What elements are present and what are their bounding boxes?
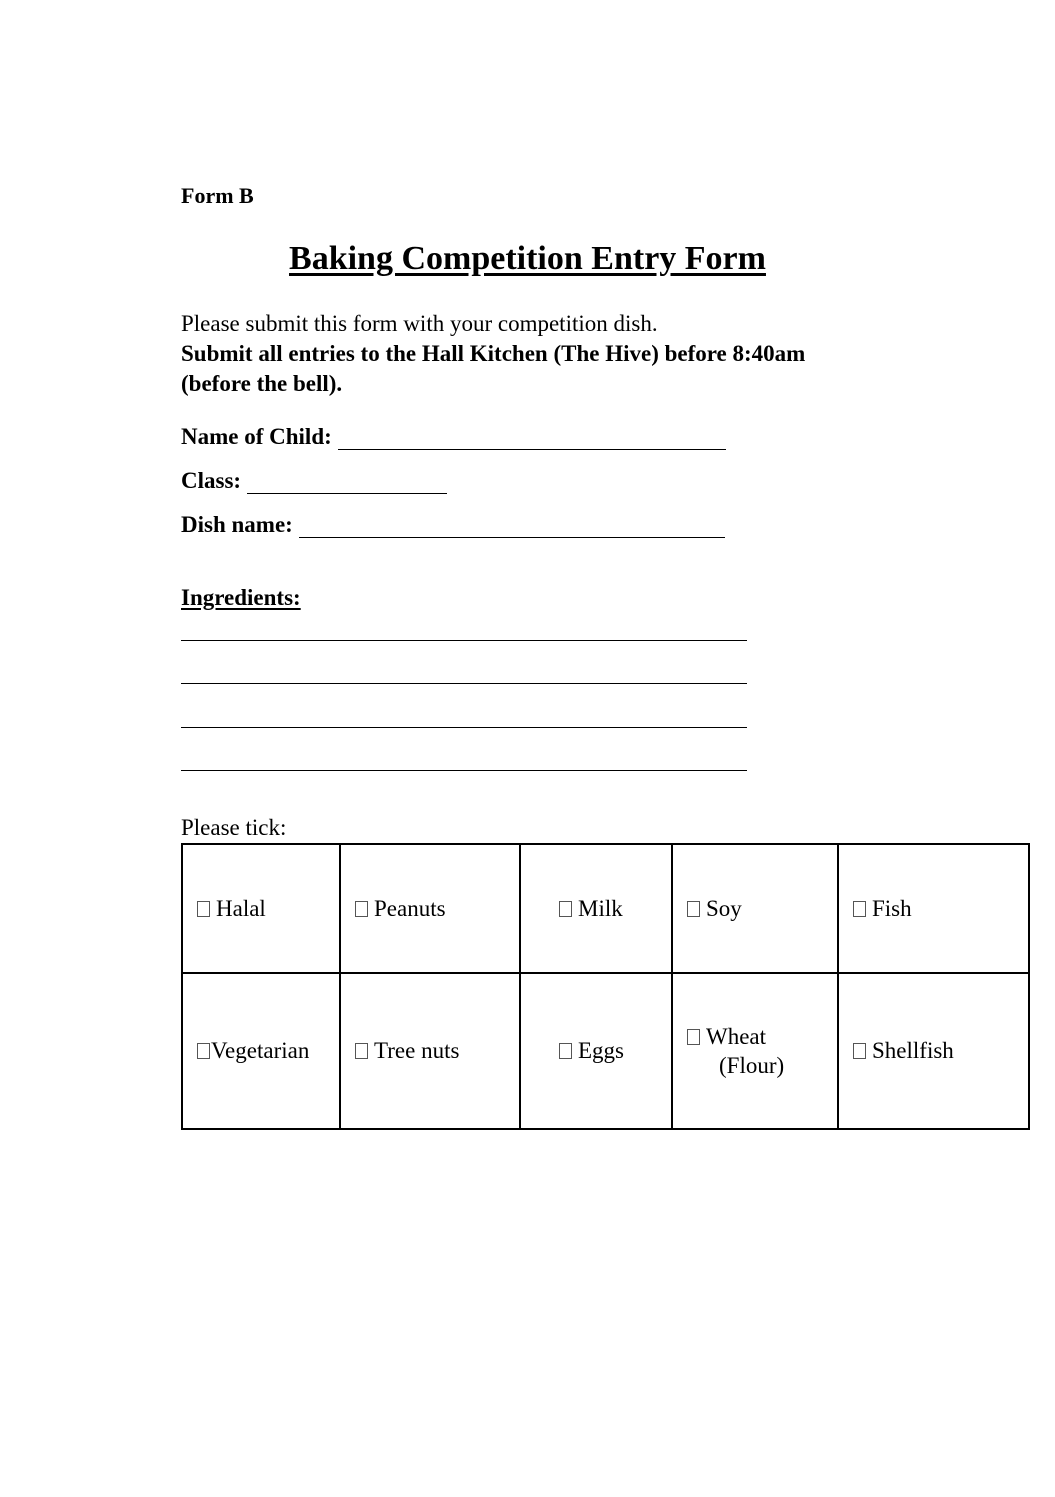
ingredients-line-1[interactable] bbox=[181, 640, 747, 641]
ingredients-line-3[interactable] bbox=[181, 727, 747, 728]
tick-instruction: Please tick: bbox=[181, 815, 287, 840]
checkbox-icon[interactable] bbox=[559, 1043, 572, 1059]
dish-name-field bbox=[181, 512, 725, 538]
option-label: Wheat bbox=[706, 1024, 767, 1049]
checkbox-icon[interactable] bbox=[559, 901, 572, 917]
option-label: Eggs bbox=[578, 1038, 624, 1063]
option-shellfish[interactable] bbox=[838, 973, 1029, 1129]
option-label: Halal bbox=[216, 895, 266, 921]
checkbox-icon[interactable] bbox=[687, 1029, 700, 1045]
option-fish[interactable] bbox=[838, 844, 1029, 973]
class-field bbox=[181, 468, 447, 494]
checkbox-icon[interactable] bbox=[355, 1043, 368, 1059]
ingredients-line-4[interactable] bbox=[181, 770, 747, 771]
dietary-tick-table bbox=[181, 843, 1030, 1130]
option-label: Vegetarian bbox=[211, 1038, 310, 1063]
option-label: Soy bbox=[706, 895, 742, 921]
intro-line-1: Please submit this form with your competition dish. bbox=[181, 311, 658, 336]
dish-name-input-line[interactable] bbox=[299, 515, 725, 538]
option-wheat[interactable] bbox=[672, 973, 838, 1129]
ingredients-heading: Ingredients: bbox=[181, 585, 301, 610]
option-soy[interactable] bbox=[672, 844, 838, 973]
option-note: (Flour) bbox=[719, 1053, 785, 1078]
checkbox-icon[interactable] bbox=[197, 1043, 210, 1059]
intro-line-3: (before the bell). bbox=[181, 371, 343, 396]
intro-line-2: Submit all entries to the Hall Kitchen (The Hive) before 8:40am bbox=[181, 341, 806, 366]
option-milk[interactable] bbox=[520, 844, 672, 973]
child-name-input-line[interactable] bbox=[338, 427, 726, 450]
option-label: Shellfish bbox=[872, 1038, 954, 1063]
child-name-label: Name of Child: bbox=[181, 424, 332, 449]
option-label: Peanuts bbox=[374, 895, 446, 921]
checkbox-icon[interactable] bbox=[853, 901, 866, 917]
class-input-line[interactable] bbox=[247, 471, 447, 494]
option-label: Tree nuts bbox=[374, 1038, 460, 1063]
ingredients-line-2[interactable] bbox=[181, 683, 747, 684]
form-label: Form B bbox=[181, 183, 254, 208]
option-vegetarian[interactable] bbox=[182, 973, 340, 1129]
checkbox-icon[interactable] bbox=[355, 901, 368, 917]
option-tree-nuts[interactable] bbox=[340, 973, 520, 1129]
dish-name-label: Dish name: bbox=[181, 512, 293, 537]
checkbox-icon[interactable] bbox=[853, 1043, 866, 1059]
option-eggs[interactable] bbox=[520, 973, 672, 1129]
class-label: Class: bbox=[181, 468, 242, 493]
option-halal[interactable] bbox=[182, 844, 340, 973]
option-label: Milk bbox=[578, 895, 623, 921]
checkbox-icon[interactable] bbox=[197, 901, 210, 917]
page-title: Baking Competition Entry Form bbox=[289, 240, 766, 277]
checkbox-icon[interactable] bbox=[687, 901, 700, 917]
intro-text bbox=[181, 309, 805, 399]
option-peanuts[interactable] bbox=[340, 844, 520, 973]
option-label: Fish bbox=[872, 895, 912, 921]
child-name-field bbox=[181, 424, 726, 450]
